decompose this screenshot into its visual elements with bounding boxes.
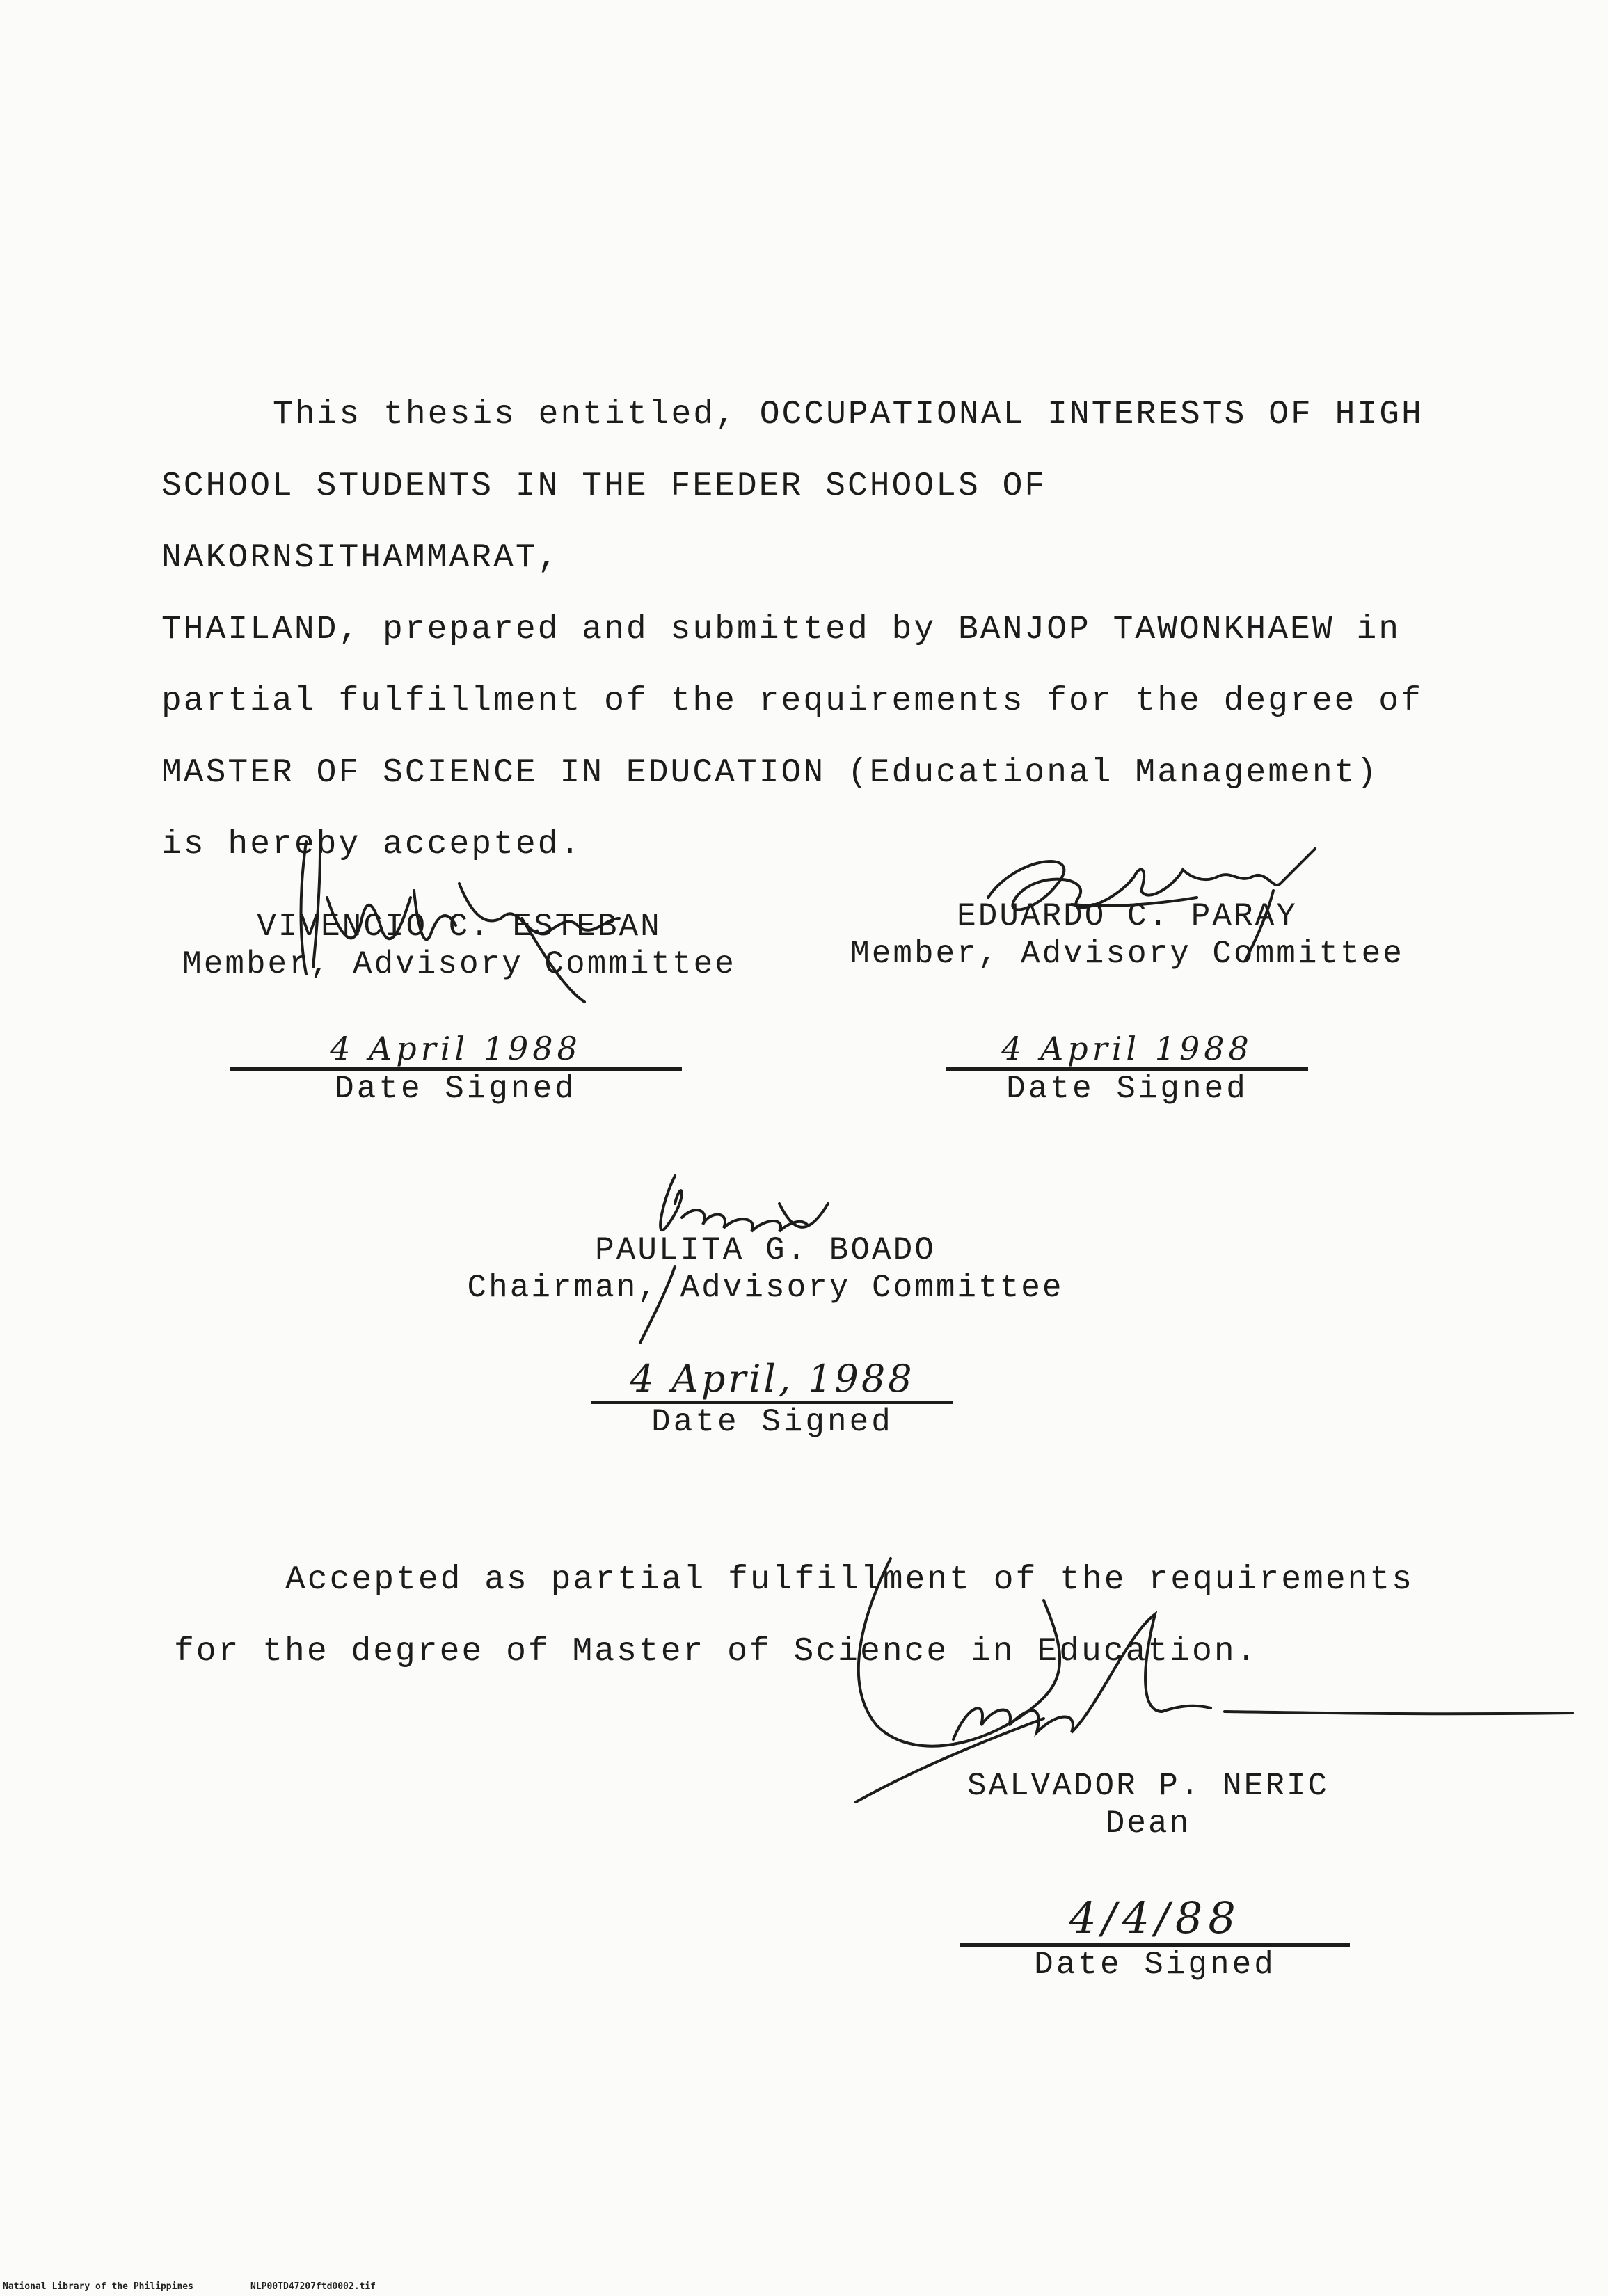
date-signed-member-2: [946, 1030, 1308, 1107]
acceptance-line: for the degree of Master of Science in Education.: [174, 1633, 1259, 1671]
thesis-line: MASTER OF SCIENCE IN EDUCATION (Educational Management): [161, 754, 1379, 792]
date-signed-label: Date Signed: [335, 1071, 577, 1107]
committee-member-role: Member, Advisory Committee: [182, 946, 736, 982]
footer-file-id: NLP00TD47207ftd0002.tif: [250, 2281, 376, 2292]
committee-member-2: [821, 898, 1433, 973]
date-signed-dean: [960, 1892, 1350, 1983]
committee-member-name: PAULITA G. BOADO: [595, 1232, 936, 1268]
dean-name: SALVADOR P. NERIC: [966, 1768, 1330, 1804]
committee-member-name: VIVENCIO C. ESTEBAN: [257, 909, 662, 945]
thesis-line: THAILAND, prepared and submitted by BANJOP TAWONKHAEW in: [161, 611, 1401, 648]
acceptance-line: Accepted as partial fulfillment of the requirements: [285, 1561, 1415, 1599]
date-signed-label: Date Signed: [651, 1404, 893, 1440]
footer-library: National Library of the Philippines: [3, 2281, 193, 2292]
date-signed-member-1: [230, 1030, 682, 1107]
handwritten-date: 4/4/88: [1069, 1892, 1241, 1943]
date-signed-label: Date Signed: [1006, 1071, 1248, 1107]
thesis-line: partial fulfillment of the requirements for the degree of: [161, 683, 1423, 720]
date-signed-label: Date Signed: [1034, 1947, 1276, 1983]
committee-member-role: Member, Advisory Committee: [850, 936, 1404, 972]
dean-block: [905, 1767, 1392, 1842]
thesis-statement: [161, 379, 1456, 881]
committee-chairman: [417, 1231, 1113, 1307]
date-signed-chairman: [591, 1357, 953, 1440]
dean-role: Dean: [1105, 1805, 1191, 1842]
committee-member-role: Chairman, Advisory Committee: [467, 1270, 1064, 1306]
thesis-line: SCHOOL STUDENTS IN THE FEEDER SCHOOLS OF NAKORNSITHAMMARAT,: [161, 468, 1047, 577]
handwritten-date: 4 April, 1988: [630, 1357, 915, 1401]
thesis-line: is hereby accepted.: [161, 826, 582, 863]
handwritten-date: 4 April 1988: [1001, 1030, 1253, 1067]
thesis-line: This thesis entitled, OCCUPATIONAL INTERESTS OF HIGH: [273, 396, 1424, 433]
committee-member-name: EDUARDO C. PARAY: [957, 898, 1298, 934]
committee-member-1: [153, 908, 765, 983]
handwritten-date: 4 April 1988: [330, 1030, 582, 1067]
